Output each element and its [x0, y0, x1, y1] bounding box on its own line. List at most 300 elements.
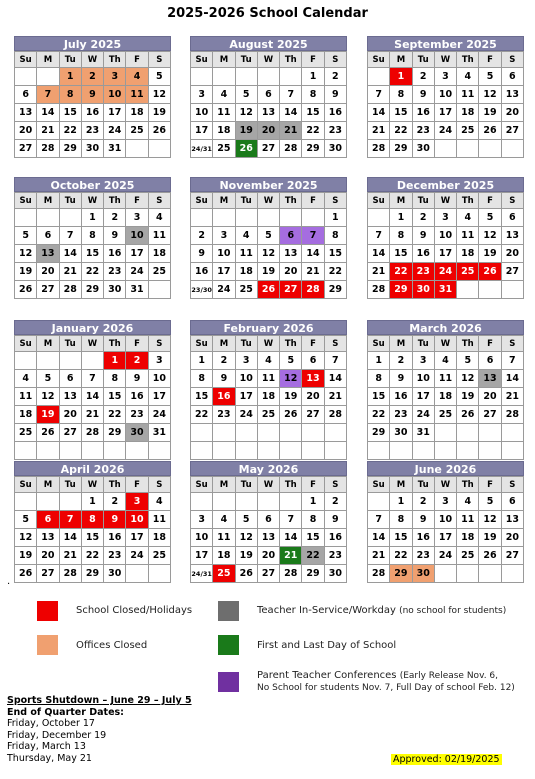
day-cell: 23 [390, 406, 412, 424]
day-cell: 5 [148, 68, 170, 86]
day-cell: 27 [59, 424, 81, 442]
empty-cell [37, 68, 59, 86]
weekday-header: Tu [59, 336, 81, 352]
day-cell: 31 [104, 140, 126, 158]
weekday-header: S [148, 52, 170, 68]
day-cell: 25 [148, 263, 170, 281]
weekday-header: S [501, 477, 523, 493]
day-cell: 11 [148, 511, 170, 529]
day-cell: 7 [81, 370, 103, 388]
empty-cell [191, 424, 213, 442]
day-cell: 14 [302, 245, 324, 263]
day-cell: 10 [126, 227, 148, 245]
day-cell: 17 [126, 529, 148, 547]
day-cell: 18 [434, 388, 456, 406]
empty-cell [148, 442, 170, 460]
weekday-header: F [302, 52, 324, 68]
day-cell: 9 [213, 370, 235, 388]
day-cell: 26 [235, 565, 257, 583]
day-cell: 15 [390, 529, 412, 547]
day-cell: 4 [434, 352, 456, 370]
empty-cell [280, 424, 302, 442]
sports-shutdown: Sports Shutdown – June 29 – July 5 [7, 695, 192, 706]
day-cell: 2 [104, 493, 126, 511]
day-cell: 27 [257, 140, 279, 158]
week-row [368, 352, 524, 370]
weekday-header: Su [191, 193, 213, 209]
day-cell: 18 [257, 388, 279, 406]
day-cell: 19 [457, 388, 479, 406]
week-row [191, 424, 347, 442]
empty-cell [412, 442, 434, 460]
day-cell: 3 [148, 352, 170, 370]
day-cell: 4 [235, 227, 257, 245]
empty-cell [368, 442, 390, 460]
weekday-header: W [257, 52, 279, 68]
day-cell: 28 [368, 281, 390, 299]
month-title: December 2025 [367, 177, 524, 192]
week-row [368, 140, 524, 158]
month-grid [190, 476, 347, 583]
empty-cell [104, 442, 126, 460]
weekday-header: Tu [412, 52, 434, 68]
day-cell: 28 [501, 406, 523, 424]
day-cell: 15 [390, 104, 412, 122]
day-cell: 24 [104, 122, 126, 140]
day-cell: 24 [235, 406, 257, 424]
week-row [15, 140, 171, 158]
day-cell: 1 [368, 352, 390, 370]
day-cell: 10 [434, 511, 456, 529]
day-cell: 14 [81, 388, 103, 406]
day-cell: 12 [37, 388, 59, 406]
weekday-header: S [324, 477, 346, 493]
day-cell: 19 [257, 263, 279, 281]
day-cell: 26 [457, 406, 479, 424]
day-cell: 13 [280, 245, 302, 263]
week-row [15, 209, 171, 227]
day-cell: 15 [59, 104, 81, 122]
weekday-header: F [302, 336, 324, 352]
day-cell: 22 [390, 263, 412, 281]
empty-cell [59, 209, 81, 227]
weekday-header: S [501, 336, 523, 352]
day-cell: 21 [368, 263, 390, 281]
day-cell: 3 [434, 209, 456, 227]
day-cell: 28 [81, 424, 103, 442]
month-title: May 2026 [190, 461, 347, 476]
day-cell: 21 [81, 406, 103, 424]
day-cell: 11 [213, 104, 235, 122]
day-cell: 22 [81, 547, 103, 565]
day-cell: 27 [302, 406, 324, 424]
day-cell: 17 [191, 122, 213, 140]
day-cell: 14 [368, 529, 390, 547]
day-cell: 5 [280, 352, 302, 370]
weekday-header: Su [15, 193, 37, 209]
day-cell: 6 [59, 370, 81, 388]
day-cell: 8 [390, 511, 412, 529]
quarter-date: Friday, October 17 [7, 718, 95, 729]
weekday-header: Su [15, 477, 37, 493]
empty-cell [15, 352, 37, 370]
week-row [191, 104, 347, 122]
week-row [15, 122, 171, 140]
day-cell: 22 [324, 263, 346, 281]
day-cell: 5 [235, 511, 257, 529]
day-cell: 3 [235, 352, 257, 370]
day-cell: 25 [434, 406, 456, 424]
month-title: January 2026 [14, 320, 171, 335]
legend-inservice-note: (no school for students) [399, 606, 507, 616]
day-cell: 6 [501, 493, 523, 511]
day-cell: 20 [501, 245, 523, 263]
empty-cell [434, 140, 456, 158]
empty-cell [148, 140, 170, 158]
day-cell: 21 [368, 547, 390, 565]
empty-cell [213, 442, 235, 460]
day-cell: 20 [479, 388, 501, 406]
day-cell: 14 [37, 104, 59, 122]
empty-cell [15, 493, 37, 511]
month-grid [190, 51, 347, 158]
day-cell: 17 [213, 263, 235, 281]
day-cell: 6 [257, 86, 279, 104]
empty-cell [191, 68, 213, 86]
day-cell: 28 [280, 565, 302, 583]
day-cell: 13 [37, 245, 59, 263]
day-cell: 27 [15, 140, 37, 158]
day-cell: 22 [81, 263, 103, 281]
empty-cell [479, 424, 501, 442]
weekday-header: S [324, 52, 346, 68]
weekday-header: S [148, 193, 170, 209]
week-row [368, 209, 524, 227]
day-cell: 27 [37, 565, 59, 583]
day-cell: 2 [126, 352, 148, 370]
weekday-header: M [37, 52, 59, 68]
day-cell: 16 [412, 529, 434, 547]
day-cell: 19 [235, 547, 257, 565]
day-cell: 22 [302, 122, 324, 140]
week-row [368, 388, 524, 406]
weekday-header: M [37, 193, 59, 209]
day-cell: 30 [412, 281, 434, 299]
day-cell: 12 [457, 370, 479, 388]
month-grid [190, 335, 347, 460]
day-cell: 25 [457, 263, 479, 281]
day-cell: 29 [302, 140, 324, 158]
month-grid [14, 51, 171, 158]
day-cell: 9 [104, 227, 126, 245]
weekday-header: Su [368, 52, 390, 68]
weekday-header: F [479, 336, 501, 352]
weekday-header: Th [104, 193, 126, 209]
day-cell: 11 [457, 86, 479, 104]
day-cell: 21 [59, 547, 81, 565]
day-cell: 2 [81, 68, 103, 86]
week-row [191, 511, 347, 529]
day-cell: 8 [390, 86, 412, 104]
week-row [368, 370, 524, 388]
quarter-date: Friday, December 19 [7, 729, 107, 741]
month-november-2025 [190, 177, 347, 299]
day-cell: 15 [81, 529, 103, 547]
weekday-header: S [148, 336, 170, 352]
day-cell: 23/30 [191, 281, 213, 299]
week-row [191, 529, 347, 547]
day-cell: 16 [324, 529, 346, 547]
day-cell: 21 [59, 263, 81, 281]
day-cell: 23 [412, 122, 434, 140]
day-cell: 1 [81, 209, 103, 227]
approved-date: Approved: 02/19/2025 [393, 754, 500, 765]
week-row [191, 263, 347, 281]
day-cell: 9 [81, 86, 103, 104]
day-cell: 25 [126, 122, 148, 140]
day-cell: 7 [501, 352, 523, 370]
day-cell: 8 [302, 86, 324, 104]
empty-cell [81, 352, 103, 370]
weekday-header: W [434, 52, 456, 68]
week-row [15, 370, 171, 388]
weekday-header: F [479, 52, 501, 68]
week-row [191, 140, 347, 158]
legend-ptc-note1: (Early Release Nov. 6, [399, 671, 499, 681]
day-cell: 5 [479, 68, 501, 86]
week-row [191, 406, 347, 424]
weekday-header: S [501, 193, 523, 209]
empty-cell [501, 424, 523, 442]
day-cell: 12 [235, 529, 257, 547]
day-cell: 12 [235, 104, 257, 122]
weekday-header: S [148, 477, 170, 493]
empty-cell [390, 442, 412, 460]
weekday-header: Tu [235, 193, 257, 209]
day-cell: 10 [434, 227, 456, 245]
week-row [368, 511, 524, 529]
empty-cell [501, 565, 523, 583]
day-cell: 16 [390, 388, 412, 406]
day-cell: 11 [15, 388, 37, 406]
weekday-header: W [257, 193, 279, 209]
day-cell: 11 [434, 370, 456, 388]
day-cell: 3 [126, 209, 148, 227]
day-cell: 7 [368, 227, 390, 245]
day-cell: 18 [15, 406, 37, 424]
empty-cell [457, 442, 479, 460]
day-cell: 30 [324, 140, 346, 158]
weekday-header: W [81, 336, 103, 352]
day-cell: 9 [104, 511, 126, 529]
empty-cell [257, 209, 279, 227]
empty-cell [479, 281, 501, 299]
day-cell: 10 [191, 104, 213, 122]
day-cell: 23 [324, 547, 346, 565]
day-cell: 7 [280, 511, 302, 529]
week-row [368, 493, 524, 511]
day-cell: 3 [434, 493, 456, 511]
day-cell: 17 [148, 388, 170, 406]
empty-cell [302, 424, 324, 442]
day-cell: 13 [15, 104, 37, 122]
day-cell: 17 [235, 388, 257, 406]
empty-cell [501, 442, 523, 460]
day-cell: 28 [59, 281, 81, 299]
day-cell: 19 [280, 388, 302, 406]
day-cell: 23 [412, 547, 434, 565]
weekday-header: M [390, 336, 412, 352]
month-title: April 2026 [14, 461, 171, 476]
legend-swatch-gray [218, 601, 239, 621]
week-row [191, 281, 347, 299]
empty-cell [235, 442, 257, 460]
weekday-header: Tu [235, 477, 257, 493]
day-cell: 30 [104, 565, 126, 583]
day-cell: 9 [324, 86, 346, 104]
day-cell: 27 [280, 281, 302, 299]
empty-cell [257, 424, 279, 442]
day-cell: 15 [191, 388, 213, 406]
month-august-2025 [190, 36, 347, 158]
day-cell: 2 [412, 68, 434, 86]
day-cell: 25 [235, 281, 257, 299]
day-cell: 13 [59, 388, 81, 406]
day-cell: 1 [390, 209, 412, 227]
day-cell: 23 [324, 122, 346, 140]
day-cell: 24 [434, 122, 456, 140]
empty-cell [457, 281, 479, 299]
day-cell: 7 [368, 511, 390, 529]
day-cell: 19 [37, 406, 59, 424]
empty-cell [235, 424, 257, 442]
empty-cell [257, 493, 279, 511]
week-row [15, 442, 171, 460]
empty-cell [235, 68, 257, 86]
day-cell: 14 [368, 104, 390, 122]
empty-cell [15, 209, 37, 227]
day-cell: 5 [257, 227, 279, 245]
day-cell: 10 [148, 370, 170, 388]
day-cell: 1 [324, 209, 346, 227]
empty-cell [191, 209, 213, 227]
day-cell: 6 [280, 227, 302, 245]
day-cell: 1 [390, 493, 412, 511]
day-cell: 30 [324, 565, 346, 583]
empty-cell [148, 281, 170, 299]
day-cell: 1 [81, 493, 103, 511]
day-cell: 26 [15, 281, 37, 299]
week-row [15, 547, 171, 565]
week-row [191, 245, 347, 263]
day-cell: 5 [457, 352, 479, 370]
empty-cell [324, 442, 346, 460]
day-cell: 22 [191, 406, 213, 424]
weekday-header: Th [104, 52, 126, 68]
day-cell: 28 [37, 140, 59, 158]
day-cell: 29 [390, 565, 412, 583]
empty-cell [479, 140, 501, 158]
day-cell: 15 [81, 245, 103, 263]
weekday-header: M [213, 336, 235, 352]
empty-cell [457, 140, 479, 158]
day-cell: 15 [302, 529, 324, 547]
empty-cell [126, 140, 148, 158]
day-cell: 6 [257, 511, 279, 529]
day-cell: 9 [412, 511, 434, 529]
day-cell: 9 [324, 511, 346, 529]
day-cell: 26 [479, 547, 501, 565]
day-cell: 4 [213, 511, 235, 529]
day-cell: 3 [104, 68, 126, 86]
day-cell: 7 [324, 352, 346, 370]
day-cell: 27 [501, 122, 523, 140]
day-cell: 7 [368, 86, 390, 104]
day-cell: 2 [412, 209, 434, 227]
day-cell: 7 [302, 227, 324, 245]
day-cell: 30 [390, 424, 412, 442]
legend-swatch-red [37, 601, 58, 621]
day-cell: 31 [126, 281, 148, 299]
day-cell: 9 [390, 370, 412, 388]
day-cell: 8 [302, 511, 324, 529]
empty-cell [148, 565, 170, 583]
day-cell: 4 [148, 209, 170, 227]
weekday-header: F [302, 477, 324, 493]
day-cell: 24/31 [191, 140, 213, 158]
day-cell: 13 [257, 104, 279, 122]
day-cell: 28 [302, 281, 324, 299]
empty-cell [213, 493, 235, 511]
day-cell: 7 [59, 511, 81, 529]
day-cell: 24 [434, 547, 456, 565]
week-row [15, 529, 171, 547]
week-row [191, 388, 347, 406]
month-february-2026 [190, 320, 347, 460]
day-cell: 24/31 [191, 565, 213, 583]
week-row [368, 547, 524, 565]
weekday-header: M [390, 52, 412, 68]
day-cell: 7 [59, 227, 81, 245]
empty-cell [37, 209, 59, 227]
month-april-2026 [14, 461, 171, 583]
legend-ptc [257, 670, 515, 694]
week-row [368, 68, 524, 86]
weekday-header: F [479, 477, 501, 493]
month-title: June 2026 [367, 461, 524, 476]
day-cell: 20 [37, 547, 59, 565]
day-cell: 17 [434, 529, 456, 547]
empty-cell [280, 68, 302, 86]
day-cell: 13 [302, 370, 324, 388]
day-cell: 6 [501, 68, 523, 86]
weekday-header: Su [15, 336, 37, 352]
week-row [368, 529, 524, 547]
empty-cell [235, 209, 257, 227]
weekday-header: Th [280, 52, 302, 68]
day-cell: 8 [368, 370, 390, 388]
day-cell: 20 [280, 263, 302, 281]
day-cell: 25 [257, 406, 279, 424]
empty-cell [457, 565, 479, 583]
month-july-2025 [14, 36, 171, 158]
day-cell: 4 [15, 370, 37, 388]
day-cell: 4 [457, 68, 479, 86]
month-title: March 2026 [367, 320, 524, 335]
month-may-2026 [190, 461, 347, 583]
week-row [368, 263, 524, 281]
weekday-header: Tu [412, 336, 434, 352]
